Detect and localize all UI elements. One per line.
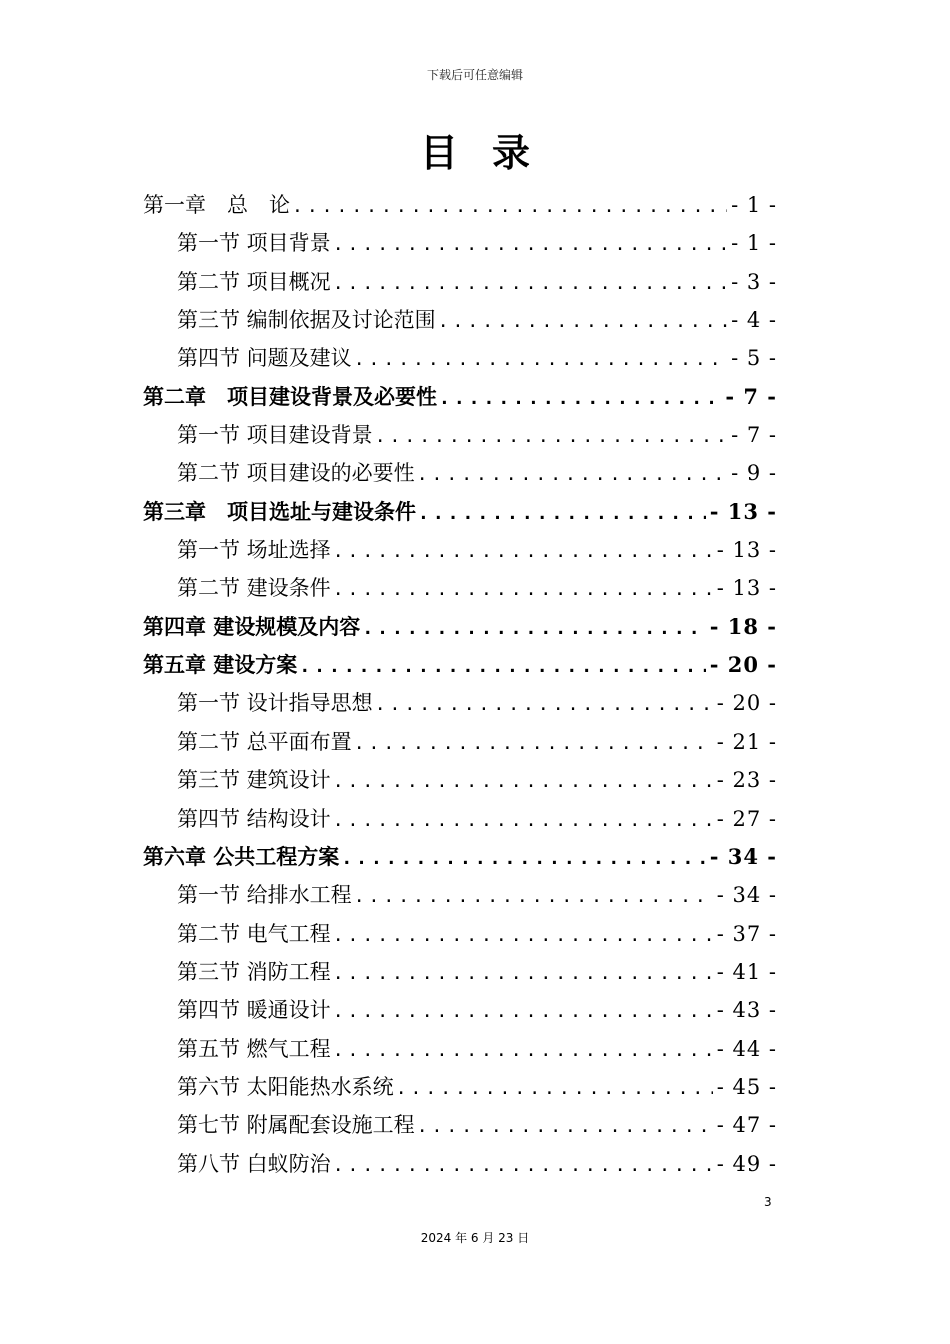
toc-entry-page: - 3 - xyxy=(731,269,777,294)
toc-entry-title: 第七节 附属配套设施工程 xyxy=(177,1113,415,1138)
toc-entry-title: 第五节 燃气工程 xyxy=(177,1036,331,1061)
toc-section-entry[interactable] xyxy=(143,301,777,339)
toc-entry-page: - 45 - xyxy=(716,1074,777,1099)
toc-dot-leader xyxy=(352,725,713,761)
toc-chapter-entry[interactable] xyxy=(143,838,777,876)
toc-entry-page: - 7 - xyxy=(725,383,777,409)
toc-chapter-entry[interactable] xyxy=(143,493,777,531)
toc-entry-page: - 5 - xyxy=(731,346,777,371)
toc-entry-page: - 34 - xyxy=(709,843,777,869)
toc-entry-page: - 43 - xyxy=(716,998,777,1023)
footer-date: 2024 年 6 月 23 日 xyxy=(420,1231,530,1245)
toc-entry-title: 第四节 问题及建议 xyxy=(177,346,352,371)
toc-section-entry[interactable] xyxy=(143,991,777,1029)
toc-dot-leader xyxy=(331,533,713,569)
toc-dot-leader xyxy=(360,610,705,646)
toc-section-entry[interactable] xyxy=(143,1068,777,1106)
toc-entry-page: - 13 - xyxy=(716,576,777,601)
toc-entry-title: 第三节 消防工程 xyxy=(177,959,331,984)
toc-section-entry[interactable] xyxy=(143,339,777,377)
toc-entry-page: - 44 - xyxy=(716,1036,777,1061)
toc-dot-leader xyxy=(331,955,713,991)
toc-section-entry[interactable] xyxy=(143,1030,777,1068)
toc-dot-leader xyxy=(290,188,727,224)
toc-dot-leader xyxy=(331,226,727,262)
toc-section-entry[interactable] xyxy=(143,684,777,722)
toc-dot-leader xyxy=(352,341,727,377)
toc-dot-leader xyxy=(331,571,713,607)
toc-section-entry[interactable] xyxy=(143,1106,777,1144)
toc-section-entry[interactable] xyxy=(143,454,777,492)
toc-section-entry[interactable] xyxy=(143,416,777,454)
toc-dot-leader xyxy=(331,917,713,953)
toc-entry-title: 第一节 设计指导思想 xyxy=(177,691,373,716)
toc-section-entry[interactable] xyxy=(143,531,777,569)
toc-entry-title: 第一节 场址选择 xyxy=(177,538,331,563)
toc-entry-title: 第四节 结构设计 xyxy=(177,806,331,831)
toc-section-entry[interactable] xyxy=(143,224,777,262)
toc-entry-page: - 1 - xyxy=(731,193,777,217)
toc-entry-title: 第二节 电气工程 xyxy=(177,921,331,946)
toc-entry-page: - 41 - xyxy=(716,959,777,984)
header-note: 下载后可任意编辑 xyxy=(426,68,523,82)
toc-entry-title: 第三节 建筑设计 xyxy=(177,768,331,793)
toc-entry-page: - 37 - xyxy=(716,921,777,946)
toc-dot-leader xyxy=(416,495,706,531)
toc-entry-page: - 49 - xyxy=(716,1151,777,1176)
toc-entry-page: - 1 - xyxy=(731,231,777,256)
toc-section-entry[interactable] xyxy=(143,800,777,838)
toc-entry-title: 第六节 太阳能热水系统 xyxy=(177,1074,394,1099)
toc-entry-title: 第二节 项目建设的必要性 xyxy=(177,461,415,486)
toc-entry-page: - 18 - xyxy=(709,613,777,639)
toc-entry-title: 第二节 建设条件 xyxy=(177,576,331,601)
toc-entry-page: - 34 - xyxy=(716,883,777,908)
toc-dot-leader xyxy=(331,763,713,799)
toc-entry-page: - 13 - xyxy=(709,498,777,524)
toc-section-entry[interactable] xyxy=(143,263,777,301)
toc-entry-title: 第八节 白蚁防治 xyxy=(177,1151,331,1176)
toc-section-entry[interactable] xyxy=(143,915,777,953)
toc-entry-page: - 23 - xyxy=(716,768,777,793)
toc-dot-leader xyxy=(331,1147,713,1183)
toc-entry-title: 第二节 项目概况 xyxy=(177,269,331,294)
toc-entry-page: - 4 - xyxy=(731,308,777,333)
toc-dot-leader xyxy=(373,418,727,454)
page-number: 3 xyxy=(764,1195,772,1209)
toc-entry-title: 第一节 项目背景 xyxy=(177,231,331,256)
toc-chapter-entry[interactable] xyxy=(143,186,777,224)
toc-entry-title: 第四章 建设规模及内容 xyxy=(143,614,361,639)
toc-entry-title: 第五章 建设方案 xyxy=(143,653,298,678)
toc-section-entry[interactable] xyxy=(143,761,777,799)
toc-entry-title: 第二章 项目建设背景及必要性 xyxy=(143,384,437,409)
toc-dot-leader xyxy=(331,1032,713,1068)
toc-dot-leader xyxy=(297,648,705,684)
toc-section-entry[interactable] xyxy=(143,876,777,914)
toc-entry-page: - 20 - xyxy=(709,652,777,678)
toc-dot-leader xyxy=(437,380,721,416)
document-title: 目录 xyxy=(419,131,564,175)
toc-entry-page: - 9 - xyxy=(731,461,777,486)
toc-chapter-entry[interactable] xyxy=(143,378,777,416)
toc-dot-leader xyxy=(415,1108,713,1144)
toc-dot-leader xyxy=(373,686,713,722)
toc-entry-page: - 21 - xyxy=(716,729,777,754)
toc-dot-leader xyxy=(331,993,713,1029)
toc-section-entry[interactable] xyxy=(143,953,777,991)
toc-entry-page: - 7 - xyxy=(731,423,777,448)
toc-entry-title: 第六章 公共工程方案 xyxy=(143,844,340,869)
toc-entry-title: 第四节 暖通设计 xyxy=(177,998,331,1023)
toc-section-entry[interactable] xyxy=(143,1145,777,1183)
toc-dot-leader xyxy=(436,303,727,339)
toc-dot-leader xyxy=(331,802,713,838)
toc-entry-page: - 13 - xyxy=(716,538,777,563)
toc-dot-leader xyxy=(331,265,727,301)
toc-entry-page: - 20 - xyxy=(716,691,777,716)
toc-dot-leader xyxy=(352,878,713,914)
toc-section-entry[interactable] xyxy=(143,569,777,607)
toc-entry-title: 第三章 项目选址与建设条件 xyxy=(143,499,416,524)
toc-entry-title: 第三节 编制依据及讨论范围 xyxy=(177,308,436,333)
toc-entry-title: 第一章 总 论 xyxy=(143,193,290,217)
toc-dot-leader xyxy=(339,840,705,876)
toc-dot-leader xyxy=(394,1070,713,1106)
toc-entry-page: - 27 - xyxy=(716,806,777,831)
toc-chapter-entry[interactable] xyxy=(143,646,777,684)
toc-entry-page: - 47 - xyxy=(716,1113,777,1138)
toc-dot-leader xyxy=(415,456,727,492)
toc-entry-title: 第一节 给排水工程 xyxy=(177,883,352,908)
toc-entry-title: 第二节 总平面布置 xyxy=(177,729,352,754)
table-of-contents xyxy=(143,186,777,1183)
toc-chapter-entry[interactable] xyxy=(143,608,777,646)
toc-section-entry[interactable] xyxy=(143,723,777,761)
toc-entry-title: 第一节 项目建设背景 xyxy=(177,423,373,448)
